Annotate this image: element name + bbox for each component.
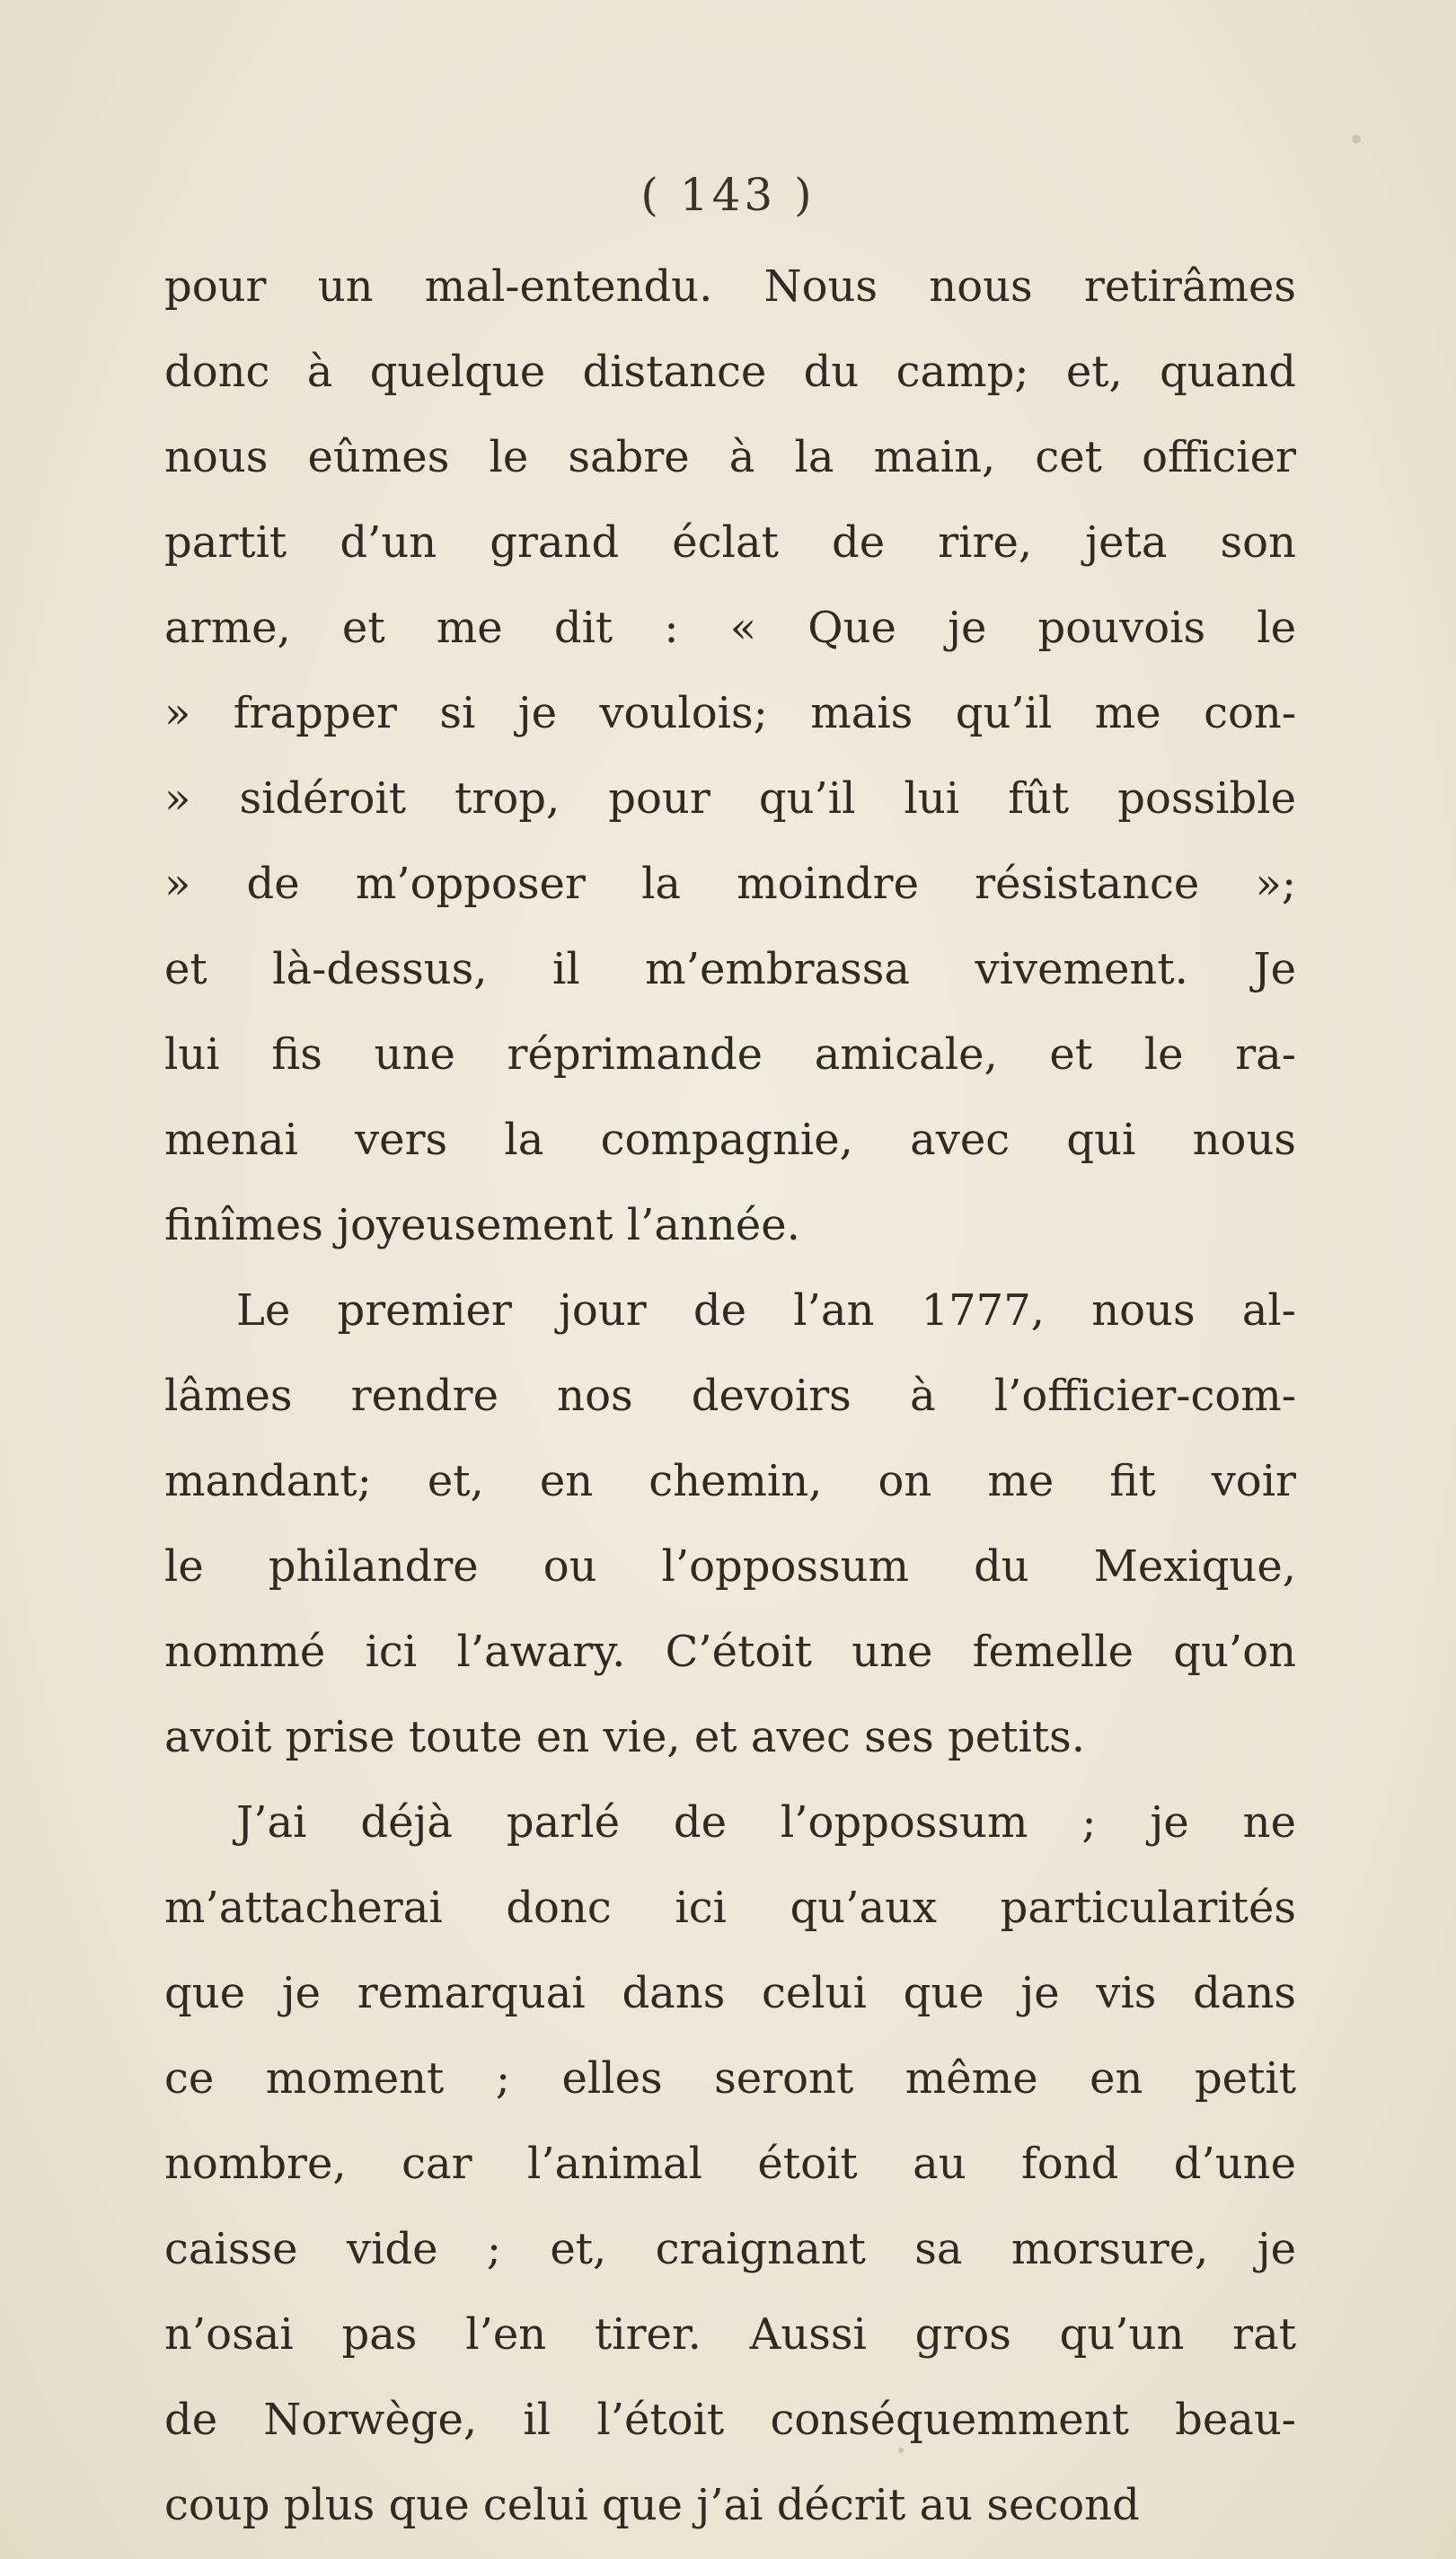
text-line: » frapper si je voulois; mais qu’il me con- bbox=[164, 688, 1296, 738]
text-line: pour un mal-entendu. Nous nous retirâmes bbox=[164, 261, 1296, 312]
text-line: nommé ici l’awary. C’étoit une femelle qu’on bbox=[164, 1627, 1296, 1677]
text-line: » de m’opposer la moindre résistance »; bbox=[164, 859, 1296, 909]
text-line: arme, et me dit : « Que je pouvois le bbox=[164, 603, 1296, 653]
paper-speck bbox=[898, 2448, 904, 2453]
text-line: Le premier jour de l’an 1777, nous al- bbox=[236, 1285, 1296, 1336]
text-line: donc à quelque distance du camp; et, quand bbox=[164, 347, 1296, 397]
text-line: finîmes joyeusement l’année. bbox=[164, 1200, 800, 1250]
text-line: n’osai pas l’en tirer. Aussi gros qu’un rat bbox=[164, 2309, 1296, 2360]
text-line: lui fis une réprimande amicale, et le ra- bbox=[164, 1029, 1296, 1080]
text-line: que je remarquai dans celui que je vis dans bbox=[164, 1968, 1296, 2018]
text-line: menai vers la compagnie, avec qui nous bbox=[164, 1115, 1296, 1165]
paragraph bbox=[164, 1780, 1296, 2548]
text-line: m’attacherai donc ici qu’aux particularités bbox=[164, 1883, 1296, 1933]
text-line: ce moment ; elles seront même en petit bbox=[164, 2053, 1296, 2104]
page-number: ( 143 ) bbox=[640, 169, 816, 221]
text-line: et là-dessus, il m’embrassa vivement. Je bbox=[164, 944, 1296, 994]
text-line: coup plus que celui que j’ai décrit au second bbox=[164, 2480, 1140, 2530]
text-line: » sidéroit trop, pour qu’il lui fût possible bbox=[164, 773, 1296, 824]
text-line: caisse vide ; et, craignant sa morsure, je bbox=[164, 2224, 1296, 2274]
body-text bbox=[164, 244, 1296, 2548]
paper-speck bbox=[1352, 135, 1361, 144]
paragraph bbox=[164, 1268, 1296, 1780]
text-line: mandant; et, en chemin, on me fit voir bbox=[164, 1456, 1296, 1506]
text-line: lâmes rendre nos devoirs à l’officier-com- bbox=[164, 1371, 1296, 1421]
text-line: nous eûmes le sabre à la main, cet officier bbox=[164, 432, 1296, 482]
text-line: le philandre ou l’oppossum du Mexique, bbox=[164, 1541, 1296, 1592]
text-line: J’ai déjà parlé de l’oppossum ; je ne bbox=[236, 1797, 1296, 1848]
text-line: de Norwège, il l’étoit conséquemment beau- bbox=[164, 2395, 1296, 2445]
text-line: avoit prise toute en vie, et avec ses petits. bbox=[164, 1712, 1085, 1762]
paragraph bbox=[164, 244, 1296, 1268]
text-line: partit d’un grand éclat de rire, jeta son bbox=[164, 517, 1296, 568]
text-line: nombre, car l’animal étoit au fond d’une bbox=[164, 2139, 1296, 2189]
